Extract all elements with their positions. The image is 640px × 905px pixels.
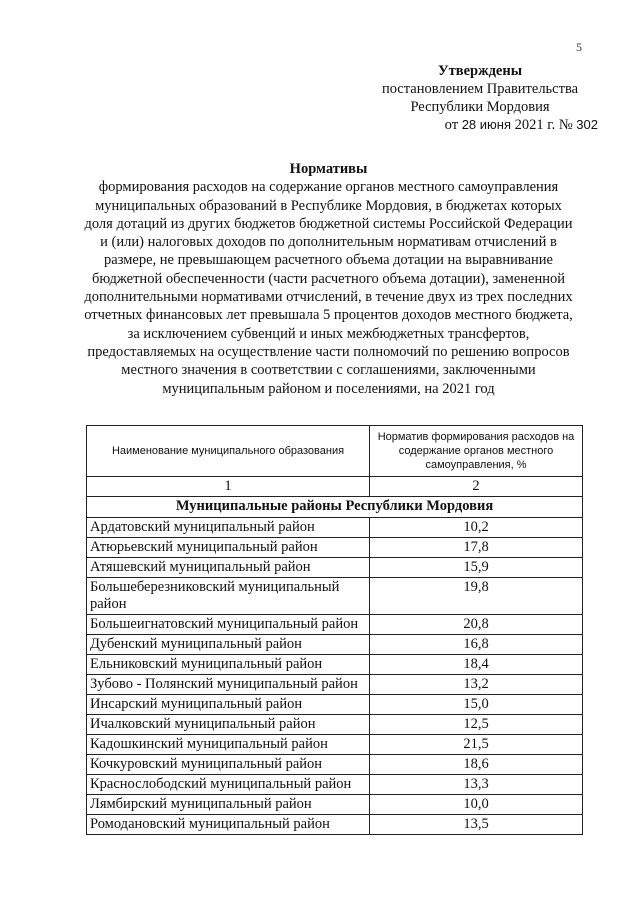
table-row (87, 695, 583, 715)
district-norm-value: 13,2 (370, 675, 583, 695)
heading-title: Нормативы (289, 161, 368, 177)
district-name: Дубенский муниципальный район (87, 635, 370, 655)
date-year: 2021 г. № (514, 117, 573, 133)
district-norm-value: 17,8 (370, 538, 583, 558)
table-row (87, 655, 583, 675)
district-name: Ельниковский муниципальный район (87, 655, 370, 675)
approval-line-2: Республики Мордовия (410, 99, 550, 115)
table-row (87, 755, 583, 775)
district-name: Инсарский муниципальный район (87, 695, 370, 715)
district-norm-value: 21,5 (370, 735, 583, 755)
table-row (87, 578, 583, 615)
district-norm-value: 13,5 (370, 815, 583, 835)
table-row (87, 675, 583, 695)
table-row (87, 795, 583, 815)
district-name: Ромодановский муниципальный район (87, 815, 370, 835)
district-name: Кочкуровский муниципальный район (87, 755, 370, 775)
table-body (87, 518, 583, 835)
date-month: июня (479, 117, 512, 132)
district-name: Атяшевский муниципальный район (87, 558, 370, 578)
approval-block (360, 62, 600, 134)
table-row (87, 815, 583, 835)
district-name: Кадошкинский муниципальный район (87, 735, 370, 755)
date-day: 28 (461, 117, 477, 132)
date-prefix: от (444, 117, 459, 133)
approval-title: Утверждены (437, 63, 523, 79)
district-norm-value: 10,0 (370, 795, 583, 815)
heading-body: формирования расходов на содержание органов местного самоуправления муниципальных образований в Республике Мордовия, в бюджетах которых доля дотаций из других бюджетов бюджетной системы Российской Федерации и (или) налоговых доходов по дополнительным нормативам отчислений в размере, не превышающем расчетного объема дотации на выравнивание бюджетной обеспеченности (части расчетного объема дотации), замененной дополнительными нормативами отчислений, в течение двух из трех последних отчетных финансовых лет превышала 5 процентов доходов местного бюджета, за исключением субвенций и иных межбюджетных трансфертов, предоставляемых на осуществление части полномочий по решению вопросов местного значения в соответствии с соглашениями, заключенными муниципальным районом и поселениями, на 2021 год (84, 179, 573, 397)
district-name: Ардатовский муниципальный район (87, 518, 370, 538)
column-header-norm: Норматив формирования расходов на содержание органов местного самоуправления, % (370, 426, 583, 477)
page-number: 5 (576, 40, 582, 54)
district-norm-value: 19,8 (370, 578, 583, 615)
district-name: Зубово - Полянский муниципальный район (87, 675, 370, 695)
district-norm-value: 12,5 (370, 715, 583, 735)
doc-number: 302 (576, 117, 598, 132)
table-row (87, 518, 583, 538)
column-header-name: Наименование муниципального образования (87, 426, 370, 477)
table-row (87, 735, 583, 755)
section-title: Муниципальные районы Республики Мордовия (87, 497, 583, 518)
district-norm-value: 20,8 (370, 615, 583, 635)
document-heading (80, 160, 577, 398)
district-norm-value: 18,4 (370, 655, 583, 675)
approval-date-line (360, 116, 600, 134)
district-norm-value: 18,6 (370, 755, 583, 775)
district-name: Краснослободский муниципальный район (87, 775, 370, 795)
approval-line-1: постановлением Правительства (381, 81, 579, 97)
norms-table (86, 425, 583, 835)
column-number-2: 2 (370, 477, 583, 497)
district-name: Большеберезниковский муниципальный район (87, 578, 370, 615)
table-row (87, 538, 583, 558)
column-number-1: 1 (87, 477, 370, 497)
table-row (87, 558, 583, 578)
district-norm-value: 10,2 (370, 518, 583, 538)
table-row (87, 715, 583, 735)
district-norm-value: 15,9 (370, 558, 583, 578)
table-row (87, 775, 583, 795)
district-name: Атюрьевский муниципальный район (87, 538, 370, 558)
district-norm-value: 15,0 (370, 695, 583, 715)
district-name: Лямбирский муниципальный район (87, 795, 370, 815)
district-norm-value: 16,8 (370, 635, 583, 655)
district-name: Ичалковский муниципальный район (87, 715, 370, 735)
table-row (87, 635, 583, 655)
district-norm-value: 13,3 (370, 775, 583, 795)
district-name: Большеигнатовский муниципальный район (87, 615, 370, 635)
table-row (87, 615, 583, 635)
